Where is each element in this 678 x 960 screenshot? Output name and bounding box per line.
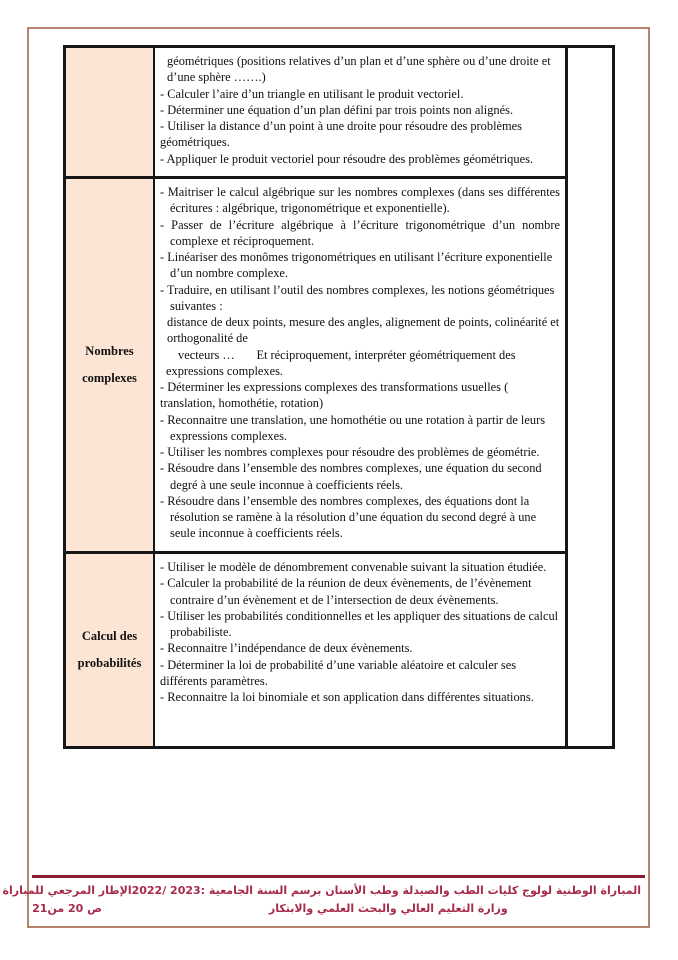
- footer-exam-title: [132, 882, 645, 900]
- objective-item: - Utiliser la distance d’un point à une droite pour résoudre des problèmes géométriques.: [160, 119, 522, 150]
- topic-cell-nombres-complexes: Nombres complexes: [66, 179, 155, 554]
- empty-right-column: [568, 48, 612, 746]
- page-border-frame: [2, 27, 650, 928]
- objectives-cell-nombres-complexes: [155, 179, 568, 554]
- footer-ministry: وزارة التعليم العالي والبحث العلمي والابتكار: [268, 902, 508, 915]
- objective-item: - Passer de l’écriture algébrique à l’écriture trigonométrique d’un nombre complexe et réciproquement.: [160, 217, 560, 248]
- objective-item: - Résoudre dans l’ensemble des nombres complexes, une équation du second degré à une seule inconnue à coefficients réels.: [160, 461, 542, 492]
- objectives-cell-geometrie: [155, 48, 568, 179]
- objective-item: - Utiliser les nombres complexes pour résoudre des problèmes de géométrie.: [160, 445, 540, 459]
- objective-item: - Reconnaitre une translation, une homothétie ou une rotation à partir de leurs expressions complexes.: [160, 412, 546, 443]
- topic-cell-calcul-probabilites: Calcul des probabilités: [66, 554, 155, 746]
- objective-item: - Traduire, en utilisant l’outil des nombres complexes, les notions géométriques suivantes :: [160, 282, 555, 313]
- page-footer: [2, 875, 645, 918]
- objective-item: - Appliquer le produit vectoriel pour résoudre des problèmes géométriques.: [160, 151, 533, 166]
- objective-item: - Résoudre dans l’ensemble des nombres complexes, des équations dont la résolution se ramène à la résolution d’une équation du second degré à une seule inconnue à coefficients réels.: [160, 493, 537, 541]
- footer-side-column: [3, 882, 132, 918]
- footer-academic-year: 2022/ 2023:: [131, 884, 206, 897]
- footer-main-column: [132, 882, 645, 918]
- objective-item: - Déterminer une équation d’un plan défini par trois points non alignés.: [160, 102, 514, 117]
- objective-item: - Calculer l’aire d’un triangle en utilisant le produit vectoriel.: [160, 86, 464, 101]
- objective-item: distance de deux points, mesure des angles, alignement de points, colinéarité et orthogonalité de: [167, 315, 560, 346]
- objective-item: - Utiliser le modèle de dénombrement convenable suivant la situation étudiée.: [160, 560, 547, 574]
- objective-item: - Linéariser des monômes trigonométriques en utilisant l’écriture exponentielle d’un nombre complexe.: [160, 250, 553, 281]
- footer-columns: [2, 882, 645, 918]
- footer-reference-frame: الإطار المرجعي للمباراة: [2, 884, 132, 897]
- objective-item: - Reconnaitre la loi binomiale et son application dans différentes situations.: [160, 690, 534, 704]
- topic-cell-empty: [66, 48, 155, 179]
- objectives-cell-probabilites: [155, 554, 568, 746]
- objective-item: - Utiliser les probabilités conditionnelles et les appliquer des situations de calcul probabiliste.: [160, 608, 559, 639]
- objective-item: - Calculer la probabilité de la réunion de deux évènements, de l’évènement contraire d’un évènement et de l’intersection de deux évènements.: [160, 576, 532, 607]
- objective-item: - Reconnaitre l’indépendance de deux évènements.: [160, 641, 413, 656]
- footer-exam-title-text: المباراة الوطنية لولوج كليات الطب والصيدلة وطب الأسنان برسم السنة الجامعية: [208, 884, 641, 897]
- objective-item: géométriques (positions relatives d’un plan et d’une sphère ou d’une droite et d’une sphère …….): [167, 54, 551, 85]
- objective-item: - Maitriser le calcul algébrique sur les nombres complexes (dans ses différentes écritures : algébrique, trigonométrique et exponentielle).: [160, 185, 560, 216]
- objectives-table: [63, 45, 615, 749]
- objective-item: - Déterminer les expressions complexes des transformations usuelles ( translation, homothétie, rotation): [160, 380, 509, 411]
- objective-item: - Déterminer la loi de probabilité d’une variable aléatoire et calculer ses différents paramètres.: [160, 657, 517, 688]
- footer-page-number: ص 20 من21: [32, 902, 102, 915]
- objective-item: vecteurs … Et réciproquement, interpréter géométriquement des expressions complexes.: [166, 347, 516, 378]
